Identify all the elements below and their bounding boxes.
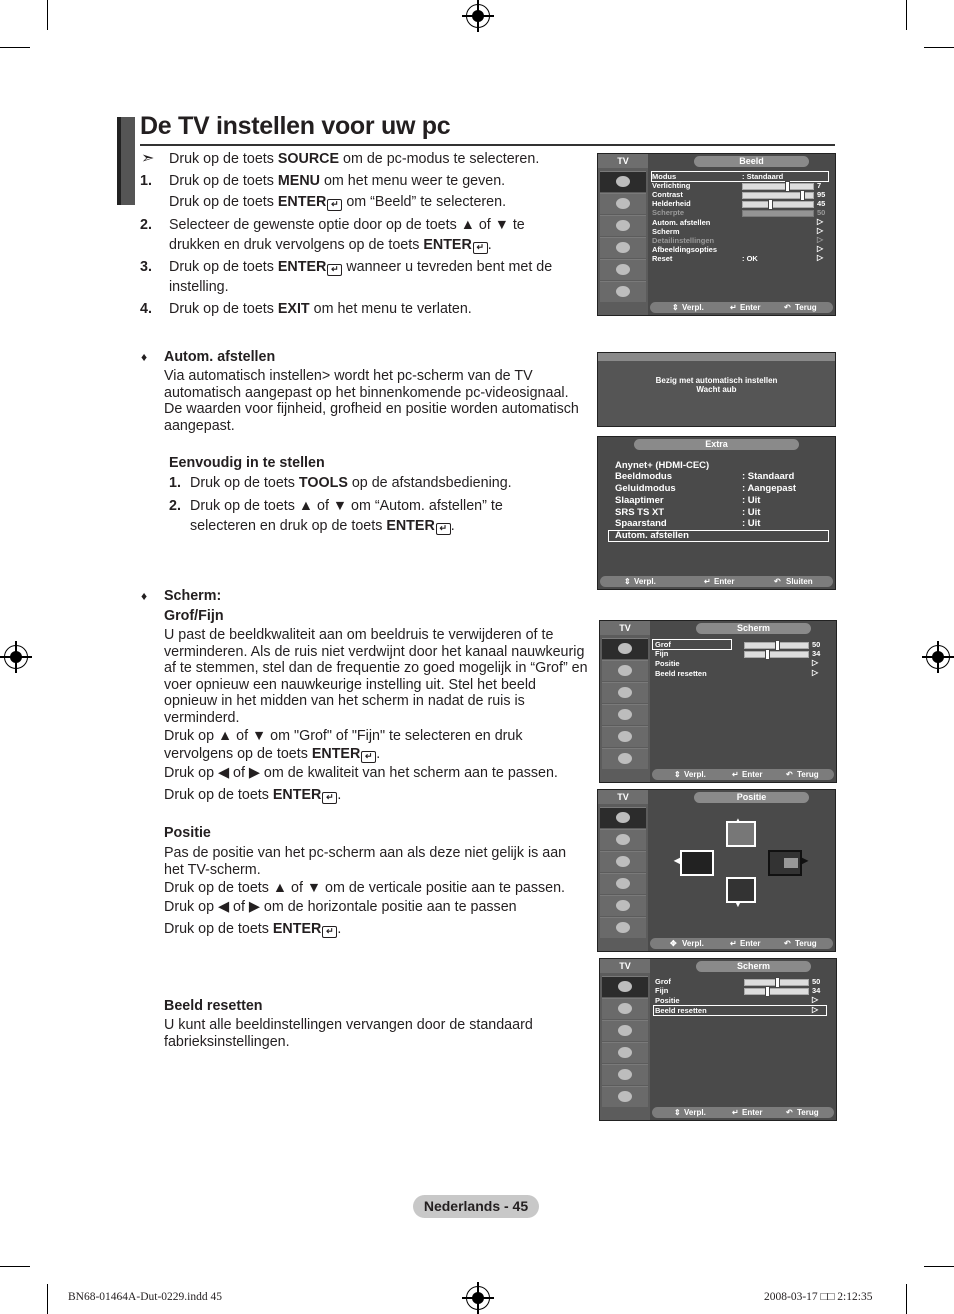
sound-icon [600, 829, 646, 850]
crop-mark [0, 47, 30, 48]
channel-icon [600, 851, 646, 872]
channel-icon [602, 1020, 648, 1041]
position-right-box [768, 850, 802, 876]
osd-row-value: 7 [817, 181, 822, 190]
input-icon [600, 259, 646, 280]
picture-icon [600, 171, 646, 192]
osd-scherm-reset-menu [599, 958, 837, 1121]
enter-icon: ↵ [730, 939, 737, 948]
positie-heading: Positie [164, 825, 211, 841]
osd-slider [742, 210, 814, 217]
application-icon [602, 748, 648, 769]
osd-slider [742, 183, 814, 190]
osd-row-label: Spaarstand [615, 518, 667, 529]
up-arrow-icon: ▲ [734, 816, 742, 825]
right-arrow-icon: ▷ [817, 253, 824, 262]
easy-step-2-line1: Druk op de toets ▲ of ▼ om “Autom. afstellen” te [190, 498, 503, 514]
osd-row-value: 95 [817, 190, 826, 199]
osd-row-value: 34 [812, 986, 821, 995]
osd-header: Scherm [696, 961, 811, 972]
channel-icon [602, 682, 648, 703]
sound-icon [602, 660, 648, 681]
scherm-instr-3: Druk op ◀ of ▶ om de kwaliteit van het scherm aan te passen. [164, 765, 558, 781]
osd-busy-dialog [597, 352, 836, 427]
osd-tv-label: TV [600, 621, 650, 635]
move-icon: ⇕ [674, 1108, 681, 1117]
print-file-info: BN68-01464A-Dut-0229.indd 45 [68, 1291, 222, 1303]
step-number: 2. [140, 217, 152, 233]
right-arrow-icon: ▷ [812, 668, 819, 677]
sound-icon [600, 193, 646, 214]
right-arrow-icon: ▷ [817, 244, 824, 253]
osd-beeld-menu [597, 153, 836, 316]
scherm-body: U past de beeldkwaliteit aan om beeldruis te verwijderen of te verminderen. Als de ruis niet verdwijnt door het kanaal nauwkeurig af te stemmen, stel dan de frequentie zo goed mogelijk in “Grof” en voer opnieuw een nauwkeurige instelling uit. Stel het beeld opnieuw in het midden van het scherm in nadat de ruis is verminderd. [164, 627, 588, 726]
step-exit: Druk op de toets EXIT om het menu te verlaten. [169, 301, 472, 317]
enter-icon: ↵ [704, 577, 711, 586]
down-arrow-icon: ▼ [734, 900, 742, 909]
step-menu: Druk op de toets MENU om het menu weer te geven. [169, 173, 506, 189]
enter-icon: ↵ [732, 770, 739, 779]
osd-row-label: Scherpte [652, 208, 685, 217]
osd-row-label: Fijn [655, 649, 669, 658]
osd-row-value: : Standaard [742, 172, 784, 181]
crop-mark [906, 0, 907, 30]
bullet-icon: ♦ [141, 350, 148, 364]
osd-row-label: Autom. afstellen [652, 218, 711, 227]
right-arrow-icon: ▷ [817, 226, 824, 235]
osd-extra-menu [597, 436, 836, 590]
picture-icon [602, 976, 648, 997]
input-icon [602, 1064, 648, 1085]
scherm-instr-1: Druk op ▲ of ▼ om "Grof" of "Fijn" te selecteren en druk [164, 728, 523, 744]
bullet-icon: ♦ [141, 589, 148, 603]
osd-row-value: : Uit [742, 495, 761, 506]
enter-icon: ↵ [361, 751, 376, 763]
osd-row-label: SRS TS XT [615, 507, 665, 518]
right-arrow-icon: ▷ [817, 235, 824, 244]
osd-busy-line2: Wacht aub [696, 385, 737, 394]
registration-mark [926, 645, 950, 669]
move-icon: ⇕ [624, 577, 631, 586]
osd-row-value: 34 [812, 649, 821, 658]
osd-row-value: : Standaard [742, 471, 795, 482]
setup-icon [600, 873, 646, 894]
osd-row-label: Reset [652, 254, 673, 263]
picture-icon [602, 638, 648, 659]
osd-row-value: 50 [812, 977, 821, 986]
easy-heading: Eenvoudig in te stellen [169, 455, 325, 471]
osd-header: Beeld [694, 156, 809, 167]
osd-slider-knob [768, 199, 773, 210]
positie-instr-1: Druk op de toets ▲ of ▼ om de verticale positie aan te passen. [164, 880, 566, 896]
osd-row-value: 50 [812, 640, 821, 649]
print-date-info: 2008-03-17 □□ 2:12:35 [764, 1291, 873, 1303]
right-arrow-icon: ▷ [812, 1005, 819, 1014]
step-select-line1: Selecteer de gewenste optie door op de toets ▲ of ▼ te [169, 217, 525, 233]
scherm-instr-4: Druk op de toets ENTER ↵ . [164, 787, 342, 803]
application-icon [602, 1086, 648, 1107]
page-title: De TV instellen voor uw pc [140, 112, 451, 140]
osd-row-label: Contrast [652, 190, 683, 199]
enter-icon: ↵ [730, 303, 737, 312]
step-source: Druk op de toets SOURCE om de pc-modus te selecteren. [169, 151, 540, 167]
autom-body: Via automatisch instellen> wordt het pc-scherm van de TV automatisch aangepast op het binnenkomende pc-videosignaal. De waarden voor fijnheid, grofheid en positie worden automatisch aangepast. [164, 368, 579, 434]
positie-instr-3: Druk op de toets ENTER ↵ . [164, 921, 342, 937]
osd-slider-knob [775, 977, 780, 988]
osd-footer: ✥ Verpl. ↵ Enter ↶ Terug [650, 938, 833, 949]
osd-header: Extra [634, 439, 799, 450]
osd-slider-knob [765, 986, 770, 997]
arrow-icon: ➣ [141, 150, 155, 167]
enter-icon: ↵ [436, 523, 451, 535]
right-arrow-icon: ▷ [812, 658, 819, 667]
osd-row-label: Verlichting [652, 181, 691, 190]
osd-row-label: Slaaptimer [615, 495, 664, 506]
osd-row-value: : Uit [742, 518, 761, 529]
enter-icon: ↵ [327, 264, 342, 276]
crop-mark [0, 1266, 30, 1267]
osd-slider-knob [785, 181, 790, 192]
osd-row-label: Grof [655, 640, 671, 649]
reset-heading: Beeld resetten [164, 998, 263, 1014]
osd-header: Scherm [696, 623, 811, 634]
osd-row-label: Modus [652, 172, 677, 181]
right-arrow-icon: ▷ [812, 995, 819, 1004]
osd-footer: ⇕ Verpl. ↵ Enter ↶ Terug [652, 769, 834, 780]
scherm-instr-2: vervolgens op de toets ENTER ↵ . [164, 746, 381, 762]
return-icon: ↶ [774, 577, 781, 586]
osd-positie-menu [597, 789, 836, 952]
return-icon: ↶ [784, 939, 791, 948]
osd-row-label: Grof [655, 977, 671, 986]
step-number: 4. [140, 301, 152, 317]
application-icon [600, 917, 646, 938]
setup-icon [602, 1042, 648, 1063]
enter-icon: ↵ [732, 1108, 739, 1117]
application-icon [600, 281, 646, 302]
return-icon: ↶ [786, 1108, 793, 1117]
osd-tv-label: TV [598, 790, 648, 804]
osd-row-value: 50 [817, 208, 826, 217]
step-select-line2: drukken en druk vervolgens op de toets ENTER ↵ . [169, 237, 492, 253]
title-accent-bar [117, 117, 135, 205]
move-icon: ⇕ [672, 303, 679, 312]
step-enter-beeld: Druk op de toets ENTER ↵ om “Beeld” te selecteren. [169, 194, 507, 210]
move-icon: ✥ [670, 939, 677, 948]
title-rule [140, 144, 835, 146]
osd-row-label: Autom. afstellen [615, 530, 689, 541]
enter-icon: ↵ [473, 242, 488, 254]
right-arrow-icon: ▶ [802, 856, 809, 865]
autom-heading: Autom. afstellen [164, 349, 276, 365]
osd-slider [744, 651, 809, 658]
osd-row-label: Afbeeldingsopties [652, 245, 718, 254]
osd-row-label: Anynet+ (HDMI-CEC) [615, 460, 710, 471]
crop-mark [47, 1284, 48, 1314]
osd-row-label: Beeld resetten [655, 669, 707, 678]
easy-step-1: Druk op de toets TOOLS op de afstandsbediening. [190, 475, 512, 491]
easy-step-2-line2: selecteren en druk op de toets ENTER ↵ . [190, 518, 455, 534]
osd-row-value: : Uit [742, 507, 761, 518]
osd-busy-header [598, 353, 835, 361]
osd-row-label: Beeld resetten [655, 1006, 707, 1015]
osd-slider-knob [800, 190, 805, 201]
setup-icon [602, 704, 648, 725]
osd-slider-knob [765, 649, 770, 660]
setup-icon [600, 237, 646, 258]
osd-footer: ⇕ Verpl. ↵ Enter ↶ Sluiten [600, 576, 833, 587]
registration-mark [4, 645, 28, 669]
step-confirm-line1: Druk op de toets ENTER ↵ wanneer u tevreden bent met de [169, 259, 553, 275]
osd-row-label: Positie [655, 996, 680, 1005]
osd-row-value: 45 [817, 199, 826, 208]
osd-slider-knob [775, 640, 780, 651]
registration-mark [466, 4, 490, 28]
channel-icon [600, 215, 646, 236]
osd-row-label: Geluidmodus [615, 483, 676, 494]
osd-header: Positie [694, 792, 809, 803]
step-number: 3. [140, 259, 152, 275]
osd-row-label: Beeldmodus [615, 471, 673, 482]
reset-body: U kunt alle beeldinstellingen vervangen door de standaard fabrieksinstellingen. [164, 1017, 533, 1050]
positie-instr-2: Druk op ◀ of ▶ om de horizontale positie aan te passen [164, 899, 517, 915]
crop-mark [924, 47, 954, 48]
crop-mark [47, 0, 48, 30]
move-icon: ⇕ [674, 770, 681, 779]
osd-busy-line1: Bezig met automatisch instellen [655, 376, 778, 385]
osd-scherm-menu [599, 620, 837, 783]
crop-mark [906, 1284, 907, 1314]
osd-row-value: : OK [742, 254, 758, 263]
osd-row-value: : Aangepast [742, 483, 797, 494]
osd-row-label: Scherm [652, 227, 680, 236]
input-icon [600, 895, 646, 916]
positie-body: Pas de positie van het pc-scherm aan als deze niet gelijk is aan het TV-scherm. [164, 845, 567, 878]
page-number-badge: Nederlands - 45 [413, 1195, 539, 1218]
osd-slider [744, 988, 809, 995]
osd-row-label: Helderheid [652, 199, 691, 208]
registration-mark [466, 1286, 490, 1310]
osd-row-label: Detailinstellingen [652, 236, 715, 245]
step-number: 1. [140, 173, 152, 189]
enter-icon: ↵ [322, 926, 337, 938]
left-arrow-icon: ◀ [674, 856, 681, 865]
right-arrow-icon: ▷ [817, 217, 824, 226]
sound-icon [602, 998, 648, 1019]
return-icon: ↶ [786, 770, 793, 779]
osd-tv-label: TV [600, 959, 650, 973]
osd-row-label: Fijn [655, 986, 669, 995]
enter-icon: ↵ [327, 199, 342, 211]
osd-footer: ⇕ Verpl. ↵ Enter ↶ Terug [650, 302, 833, 313]
scherm-heading: Scherm: [164, 588, 222, 604]
osd-row-label: Positie [655, 659, 680, 668]
scherm-subheading: Grof/Fijn [164, 608, 224, 624]
osd-footer: ⇕ Verpl. ↵ Enter ↶ Terug [652, 1107, 834, 1118]
osd-slider [742, 201, 814, 208]
return-icon: ↶ [784, 303, 791, 312]
crop-mark [924, 1266, 954, 1267]
input-icon [602, 726, 648, 747]
enter-icon: ↵ [322, 792, 337, 804]
position-left-box [680, 850, 714, 876]
step-confirm-line2: instelling. [169, 279, 229, 295]
osd-tv-label: TV [598, 154, 648, 168]
picture-icon [600, 807, 646, 828]
